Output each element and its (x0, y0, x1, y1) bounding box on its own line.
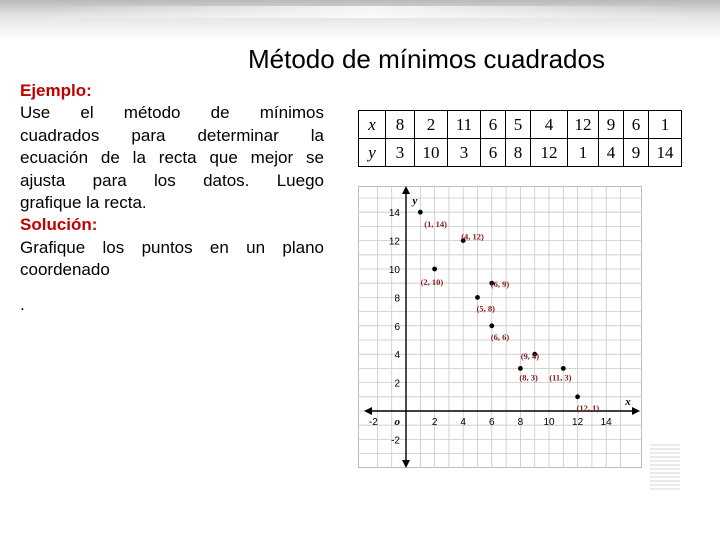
top-bar-shine (40, 6, 700, 18)
x-axis-label: x (625, 396, 631, 408)
example-heading: Ejemplo: (20, 81, 92, 100)
data-point (575, 394, 580, 399)
table-cell: 4 (599, 139, 624, 167)
solution-heading: Solución: (20, 215, 98, 235)
data-point (518, 366, 523, 371)
solution-line-2: coordenado (20, 260, 110, 280)
slide-top-bar (0, 0, 720, 40)
data-point-label: (2, 10) (420, 277, 444, 287)
table-cell: 1 (568, 139, 599, 167)
table-cell: 3 (448, 139, 481, 167)
y-tick-label: 10 (388, 265, 400, 276)
slide-title: Método de mínimos cuadrados (248, 44, 605, 74)
data-point (561, 366, 566, 371)
y-tick-label: 8 (394, 293, 400, 305)
data-point-label: (6, 9) (490, 279, 510, 290)
table-cell: 12 (531, 139, 568, 167)
table-cell: 8 (506, 139, 531, 167)
table-cell: 3 (386, 139, 415, 167)
y-tick-label: 4 (394, 350, 400, 362)
x-tick-label: 14 (600, 417, 612, 428)
data-point-label: (5, 8) (476, 303, 495, 314)
data-point-label: (8, 3) (519, 372, 538, 383)
y-tick-label: 2 (394, 378, 400, 390)
table-row-x (359, 111, 682, 139)
example-line-1: Use el método de mínimos (20, 103, 324, 123)
data-point-label: (1, 14) (424, 219, 447, 230)
table-cell: 5 (506, 111, 531, 139)
text-column (20, 80, 324, 316)
y-tick-label: 14 (388, 208, 400, 220)
data-point (489, 323, 494, 328)
data-point (475, 295, 480, 300)
trailing-dot: . (20, 294, 25, 314)
table-cell: 12 (568, 111, 599, 139)
table-cell: 6 (624, 111, 649, 139)
data-point-label: (9, 4) (520, 351, 540, 362)
decorative-stripes (650, 444, 680, 490)
table-cell: 11 (448, 111, 481, 139)
example-line-4: ajusta para los datos. Luego (20, 170, 324, 190)
table-cell: 8 (386, 111, 415, 139)
table-cell: 9 (624, 139, 649, 167)
scatter-chart (358, 186, 642, 468)
y-axis-label: y (412, 195, 418, 207)
origin-label: o (394, 416, 400, 428)
table-cell: 6 (481, 139, 506, 167)
data-point-label: (12, 1) (576, 402, 600, 413)
x-tick-label: 6 (489, 417, 495, 428)
x-tick-label: 4 (460, 417, 466, 428)
x-tick-label: 10 (543, 417, 555, 428)
data-point-label: (4, 12) (461, 231, 484, 242)
table-cell: 10 (415, 139, 448, 167)
table-cell: 1 (649, 111, 682, 139)
table-cell: 6 (481, 111, 506, 139)
table-cell: 14 (649, 139, 682, 167)
data-point-label: (6, 6) (490, 331, 510, 342)
y-tick-label: 12 (388, 236, 400, 248)
table-header-y: y (359, 139, 386, 167)
example-line-5: grafique la recta. (20, 193, 147, 213)
example-line-3: ecuación de la recta que mejor se (20, 148, 324, 168)
table-cell: 2 (415, 111, 448, 139)
x-tick-label: 8 (517, 417, 524, 428)
table-cell: 9 (599, 111, 624, 139)
y-tick-label: -2 (391, 435, 400, 447)
table-row-y (359, 139, 682, 167)
x-tick-label: 12 (572, 417, 584, 428)
solution-line-1: Grafique los puntos en un plano (20, 237, 324, 257)
data-point-label: (11, 3) (549, 372, 572, 383)
x-tick-label: 2 (431, 417, 438, 428)
table-cell: 4 (531, 111, 568, 139)
data-table (358, 110, 682, 167)
example-line-2: cuadrados para determinar la (20, 125, 324, 145)
data-point (418, 210, 423, 215)
y-tick-label: 6 (394, 321, 400, 333)
table-header-x: x (359, 111, 386, 139)
data-point (432, 267, 437, 272)
scatter-chart-svg (358, 186, 642, 468)
x-tick-label: -2 (368, 417, 378, 428)
